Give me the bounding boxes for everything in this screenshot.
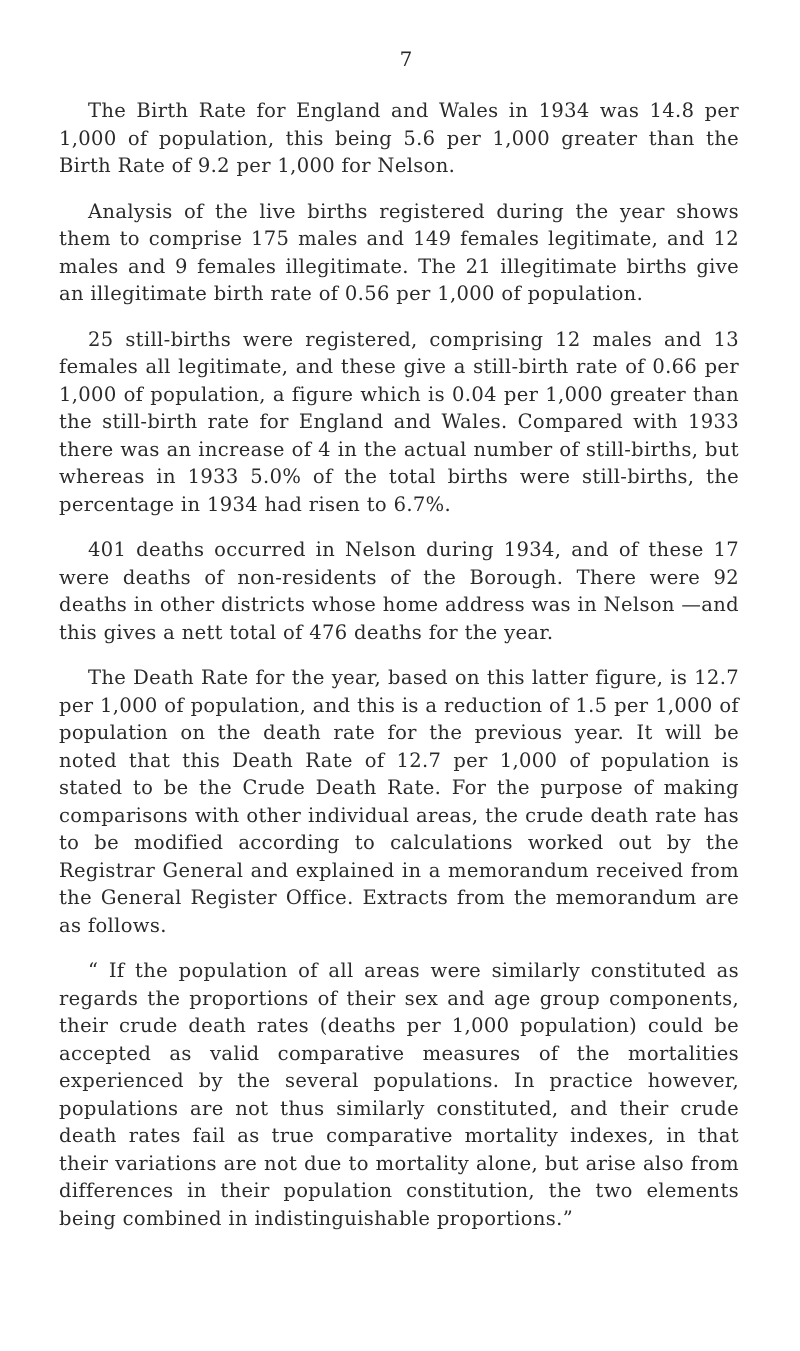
paragraph-memorandum-quote: “ If the population of all areas were similarly constituted as regards the proportions of their sex and age group components, their crude death rates (deaths per 1,000 population) could be accepted as valid comparative measures of the mortalities experienced by the several populations. In practice however, populations are not thus similarly constituted, and their crude death rates fail as true comparative mortality indexes, in that their variations are not due to mortality alone, but arise also from differences in their population constitution, the two elements being combined in indistinguishable proportions.” bbox=[59, 959, 739, 1230]
paragraph-death-rate: The Death Rate for the year, based on this latter figure, is 12.7 per 1,000 of population, and this is a reduction of 1.5 per 1,000 of population on the death rate for the previous year. It will be noted that this Death Rate of 12.7 per 1,000 of population is stated to be the Crude Death Rate. For the purpose of making comparisons with other individual areas, the crude death rate has to be modified according to calculations worked out by the Registrar General and explained in a memorandum received from the General Register Office. Extracts from the memorandum are as follows. bbox=[59, 666, 739, 937]
paragraph-deaths: 401 deaths occurred in Nelson during 1934, and of these 17 were deaths of non-residents of the Borough. There were 92 deaths in other districts whose home address was in Nelson —and this gives a nett total of 476 deaths for the year. bbox=[59, 538, 739, 644]
page-number: 7 bbox=[399, 47, 413, 71]
paragraph-still-births: 25 still-births were registered, comprising 12 males and 13 females all legitimate, and these give a still-birth rate of 0.66 per 1,000 of population, a figure which is 0.04 per 1,000 greater than the still-birth rate for England and Wales. Compared with 1933 there was an increase of 4 in the actual number of still-births, but whereas in 1933 5.0% of the total births were still-births, the percentage in 1934 had risen to 6.7%. bbox=[59, 327, 739, 516]
paragraph-birth-rate: The Birth Rate for England and Wales in 1934 was 14.8 per 1,000 of population, this being 5.6 per 1,000 greater than the Birth Rate of 9.2 per 1,000 for Nelson. bbox=[59, 99, 739, 177]
paragraph-live-births-analysis: Analysis of the live births registered during the year shows them to comprise 175 males and 149 females legitimate, and 12 males and 9 females illegitimate. The 21 illegitimate births give an illegitimate birth rate of 0.56 per 1,000 of population. bbox=[59, 199, 739, 305]
body-text bbox=[59, 97, 739, 1250]
